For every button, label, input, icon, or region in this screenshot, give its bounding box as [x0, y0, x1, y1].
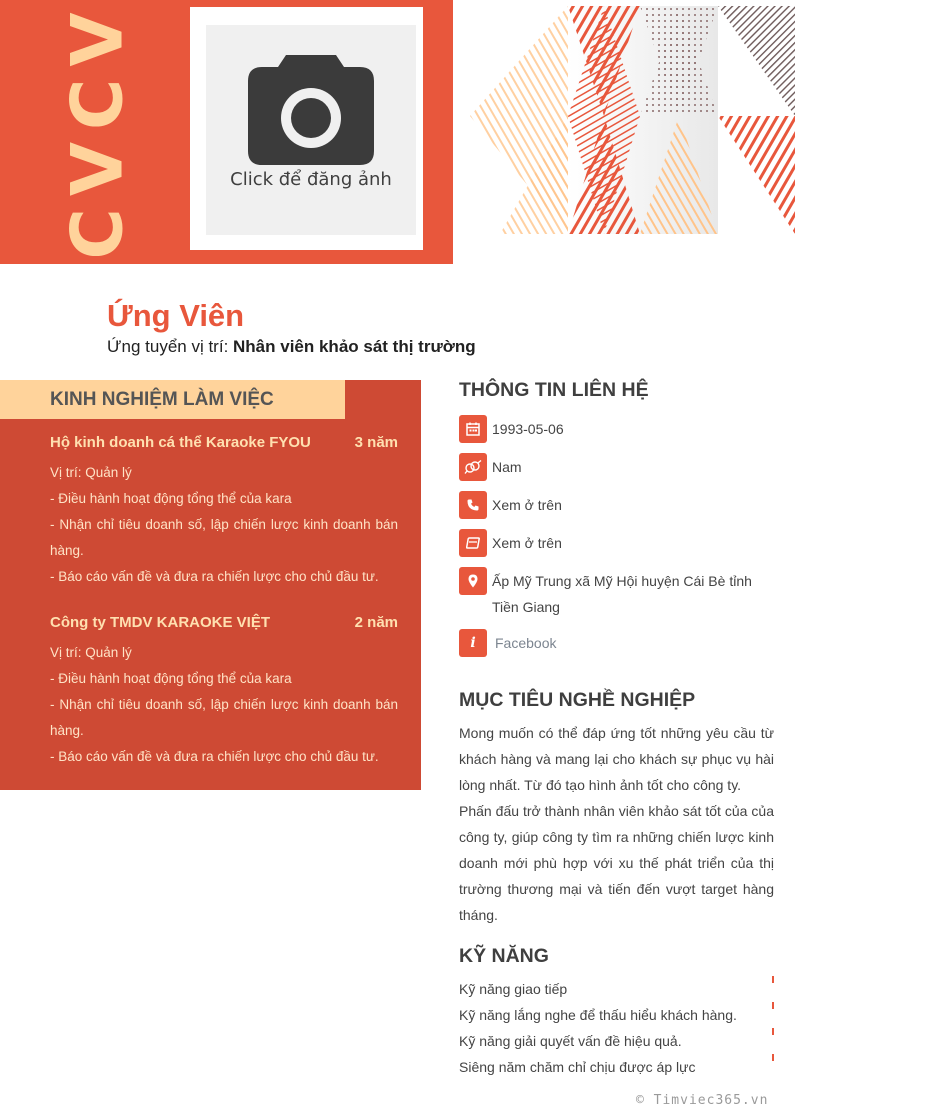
location-icon: [459, 567, 487, 595]
camera-icon: [248, 55, 374, 165]
skill-level-bar: [772, 1002, 774, 1009]
phone-value: Xem ở trên: [492, 497, 562, 513]
job-company: Công ty TMDV KARAOKE VIỆT: [50, 614, 270, 631]
skill-level-bar: [772, 1028, 774, 1035]
job-duration: 3 năm: [354, 434, 398, 451]
email-icon: [459, 529, 487, 557]
job-entry: [50, 614, 398, 770]
objective-paragraph: Phấn đấu trở thành nhân viên khảo sát tốt của của công ty, giúp công ty tìm ra những chiến lược kinh doanh mới phù hợp với xu thế phát triển của thị trường thương mại và tiến đến vượt target hàng tháng.: [459, 803, 774, 923]
skills-heading: KỸ NĂNG: [459, 945, 549, 967]
skill-item: Siêng năm chăm chỉ chịu được áp lực: [459, 1059, 696, 1075]
watermark: © Timviec365.vn: [636, 1093, 769, 1108]
candidate-name: Ứng Viên: [107, 298, 245, 333]
phone-icon: [459, 491, 487, 519]
job-duty: - Báo cáo vấn đề và đưa ra chiến lược cho chủ đầu tư.: [50, 749, 379, 764]
skill-level-bar: [772, 976, 774, 983]
skill-item: Kỹ năng giải quyết vấn đề hiệu quả.: [459, 1033, 682, 1049]
skill-item: Kỹ năng lắng nghe để thấu hiểu khách hàng.: [459, 1007, 737, 1023]
address-value: Ấp Mỹ Trung xã Mỹ Hội huyện Cái Bè tỉnh Tiền Giang: [492, 573, 752, 615]
experience-heading: KINH NGHIỆM LÀM VIỆC: [50, 389, 274, 410]
job-entry: [50, 434, 398, 590]
job-duty: - Báo cáo vấn đề và đưa ra chiến lược cho chủ đầu tư.: [50, 569, 379, 584]
objective-heading: MỤC TIÊU NGHỀ NGHIỆP: [459, 689, 696, 711]
job-duration: 2 năm: [354, 614, 398, 631]
job-role: Vị trí: Quản lý: [50, 645, 132, 660]
job-duty: - Nhận chỉ tiêu doanh số, lập chiến lược kinh doanh bán hàng.: [50, 517, 398, 558]
applied-prefix: Ứng tuyển vị trí:: [107, 337, 234, 356]
applied-position: [107, 337, 476, 357]
job-duty: - Nhận chỉ tiêu doanh số, lập chiến lược kinh doanh bán hàng.: [50, 697, 398, 738]
facebook-link[interactable]: Facebook: [495, 635, 557, 651]
job-duty: - Điều hành hoạt động tổng thể của kara: [50, 671, 292, 686]
job-role: Vị trí: Quản lý: [50, 465, 132, 480]
email-value: Xem ở trên: [492, 535, 562, 551]
skill-item: Kỹ năng giao tiếp: [459, 981, 568, 997]
info-icon: i: [459, 629, 487, 657]
decorative-pattern: [470, 6, 795, 234]
brand-logo: [38, 0, 158, 260]
contact-heading: THÔNG TIN LIÊN HỆ: [459, 379, 649, 401]
objective-paragraph: Mong muốn có thể đáp ứng tốt những yêu cầu từ khách hàng và mang lại cho khách sự phục vụ hài lòng nhất. Từ đó tạo hình ảnh tốt cho công ty.: [459, 725, 774, 793]
job-company: Hộ kinh doanh cá thể Karaoke FYOU: [50, 434, 311, 451]
gender-icon: [459, 453, 487, 481]
job-duty: - Điều hành hoạt động tổng thể của kara: [50, 491, 292, 506]
calendar-icon: [459, 415, 487, 443]
gender-value: Nam: [492, 459, 522, 475]
position-title: Nhân viên khảo sát thị trường: [233, 337, 476, 356]
brand-text: CVCV: [57, 0, 139, 260]
upload-photo-label: Click để đăng ảnh: [230, 169, 392, 190]
skill-level-bar: [772, 1054, 774, 1061]
birthday-value: 1993-05-06: [492, 421, 564, 437]
upload-photo-button[interactable]: [206, 25, 416, 235]
